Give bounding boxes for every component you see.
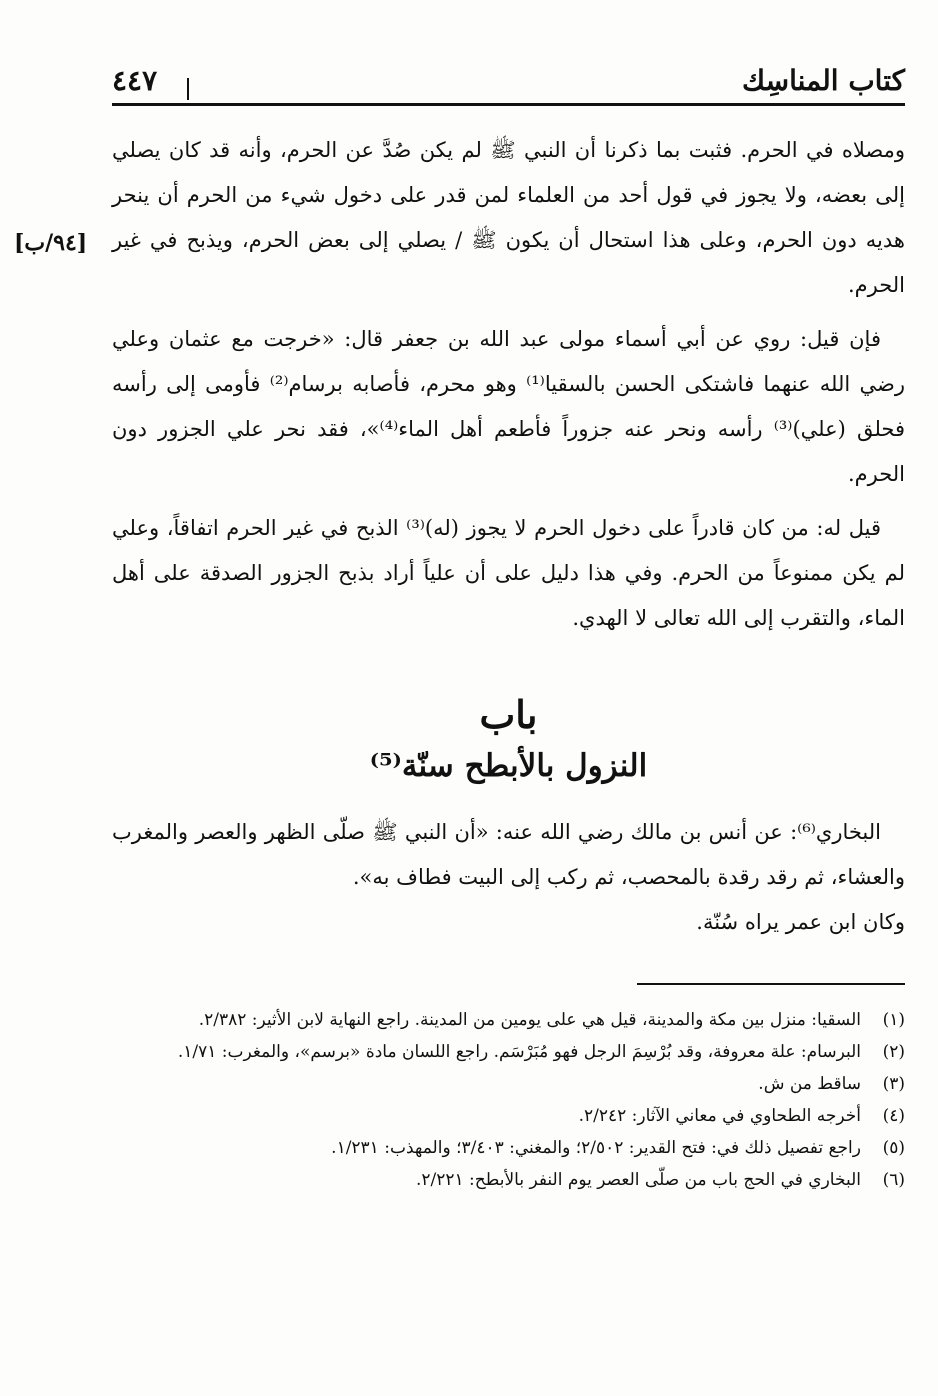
footnote-text: البرسام: علة معروفة، وقد بُرْسِمَ الرجل فهو مُبَرْسَم. راجع اللسان مادة «برسم»، والمغرب: ١/٧١. [177,1042,861,1062]
footnote-text: البخاري في الحج باب من صلّى العصر يوم النفر بالأبطح: ٢/٢٢١. [415,1170,861,1190]
footnote [112,1069,905,1100]
footnote [112,1005,905,1036]
footnote-number: (٦) [882,1170,905,1190]
footnote [112,1101,905,1132]
footnote [112,1037,905,1068]
page-number: ٤٤٧ [112,64,158,97]
footnote-text: أخرجه الطحاوي في معاني الآثار: ٢/٢٤٢. [578,1106,861,1126]
footnotes [112,1005,905,1197]
footnote-number: (٤) [882,1106,905,1126]
header-mark [187,78,189,100]
footnote [112,1133,905,1164]
footnote [112,1165,905,1196]
footnote-text: السقيا: منزل بين مكة والمدينة، قيل هي على يومين من المدينة. راجع النهاية لابن الأثير: ٢/٣٨٢. [198,1010,861,1030]
chapter-title: النزول بالأبطح سنّة⁽⁵⁾ [369,748,648,784]
footnote-number: (١) [882,1010,905,1030]
main-text [112,128,905,641]
paragraph: قيل له: من كان قادراً على دخول الحرم لا يجوز (له)⁽³⁾ الذبح في غير الحرم اتفاقاً، وعلي لم يكن ممنوعاً من الحرم. وفي هذا دليل على أن علياً أراد بذبح الجزور الصدقة على أهل الماء، والتقرب إلى الله تعالى لا الهدي. [112,516,905,630]
paragraph: وكان ابن عمر يراه سُنّة. [696,910,905,934]
footnote-separator [637,983,905,985]
paragraph: البخاري⁽⁶⁾: عن أنس بن مالك رضي الله عنه: «أن النبي ﷺ صلّى الظهر والعصر والمغرب والعشاء، ثم رقد رقدة بالمحصب، ثم ركب إلى البيت فطاف به». [112,820,905,889]
chapter-label: باب [479,692,538,737]
footnote-text: ساقط من ش. [758,1074,861,1094]
footnote-number: (٣) [882,1074,905,1094]
header-rule [112,103,905,106]
chapter-heading [112,690,905,792]
running-title: كتاب المناسِك [742,64,905,97]
footnote-number: (٥) [882,1138,905,1158]
paragraph: فإن قيل: روي عن أبي أسماء مولى عبد الله بن جعفر قال: «خرجت مع عثمان وعلي رضي الله عنهما فاشتكى الحسن بالسقيا⁽¹⁾ وهو محرم، فأصابه برسام⁽²⁾ فأومى إلى رأسه فحلق (علي)⁽³⁾ رأسه ونحر عنه جزوراً فأطعم أهل الماء⁽⁴⁾»، فقد نحر علي الجزور دون الحرم. [112,327,906,486]
manuscript-folio-marker: [٩٤/ب] [14,230,88,256]
footnote-text: راجع تفصيل ذلك في: فتح القدير: ٢/٥٠٢؛ والمغني: ٣/٤٠٣؛ والمهذب: ١/٢٣١. [331,1138,861,1158]
section-text [112,810,905,945]
paragraph: ومصلاه في الحرم. فثبت بما ذكرنا أن النبي ﷺ لم يكن صُدَّ عن الحرم، وأنه قد كان يصلي إلى بعضه، ولا يجوز في قول أحد من العلماء لمن قدر على دخول شيء من الحرم أن ينحر هديه دون الحرم، وعلى هذا استحال أن يكون ﷺ / يصلي إلى بعض الحرم، ويذبح في غير الحرم. [112,138,905,297]
page-header [112,60,905,104]
footnote-number: (٢) [882,1042,905,1062]
